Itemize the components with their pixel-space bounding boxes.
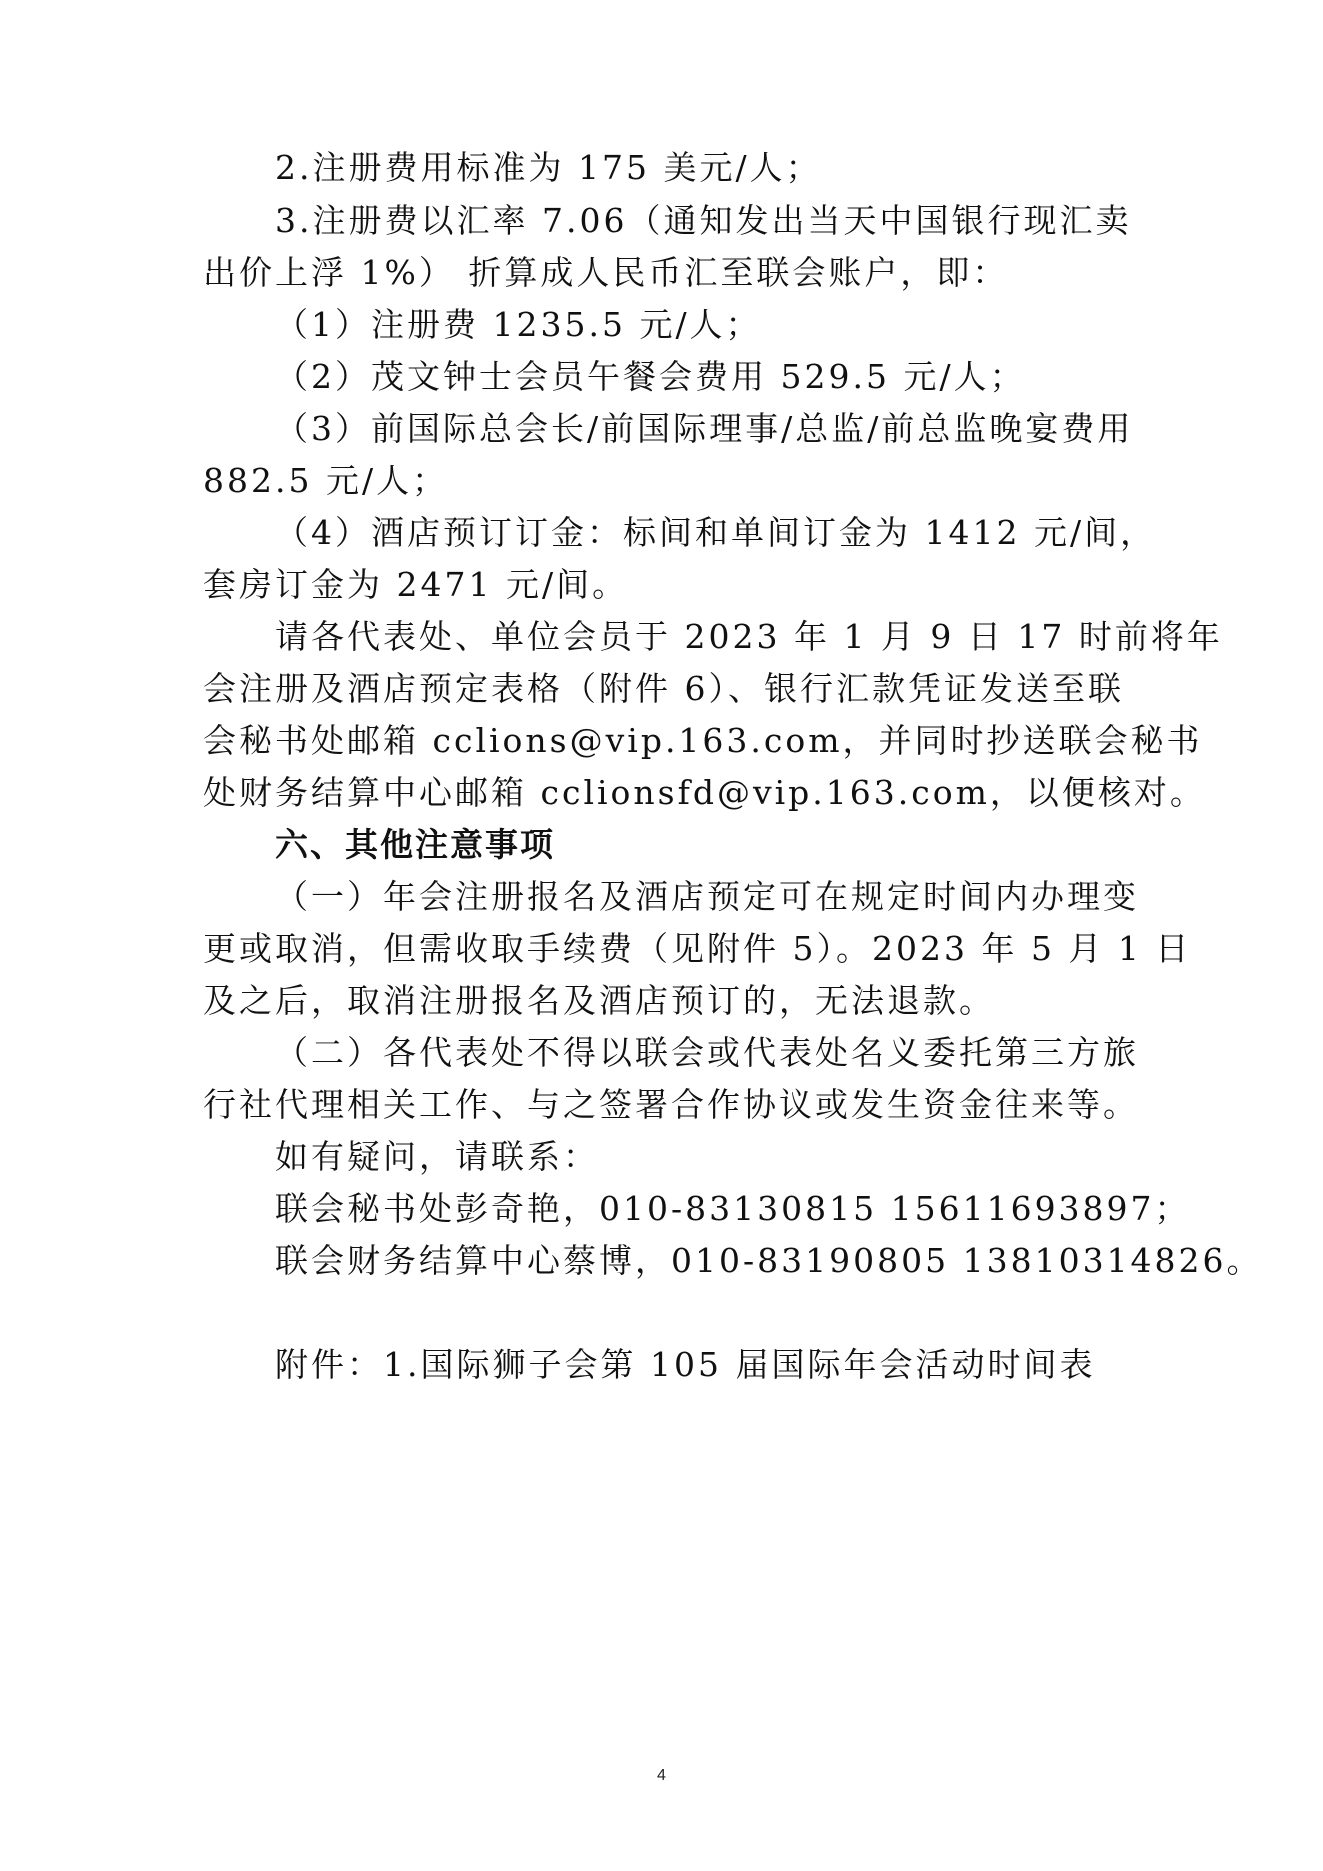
attachment-line: 附件：1.国际狮子会第 105 届国际年会活动时间表 xyxy=(275,1345,1096,1384)
luncheon-fee-line: （2）茂文钟士会员午餐会费用 529.5 元/人； xyxy=(275,357,1026,396)
contact-intro: 如有疑问，请联系： xyxy=(275,1137,599,1176)
note-two-line-2: 行社代理相关工作、与之签署合作协议或发生资金往来等。 xyxy=(203,1085,1139,1124)
page-number: 4 xyxy=(657,1767,666,1784)
submission-paragraph-line-3: 会秘书处邮箱 cclions@vip.163.com，并同时抄送联会秘书 xyxy=(203,721,1203,760)
note-one-line-2: 更或取消，但需收取手续费（见附件 5）。2023 年 5 月 1 日 xyxy=(203,929,1192,968)
note-one-line-3: 及之后，取消注册报名及酒店预订的，无法退款。 xyxy=(203,981,995,1020)
hotel-deposit-line: （4）酒店预订订金：标间和单间订金为 1412 元/间， xyxy=(275,513,1157,552)
note-two-line-1: （二）各代表处不得以联会或代表处名义委托第三方旅 xyxy=(275,1033,1139,1072)
note-one-line-1: （一）年会注册报名及酒店预定可在规定时间内办理变 xyxy=(275,877,1139,916)
submission-paragraph-line-4: 处财务结算中心邮箱 cclionsfd@vip.163.com，以便核对。 xyxy=(203,773,1206,812)
hotel-deposit-line-cont: 套房订金为 2471 元/间。 xyxy=(203,565,629,604)
exchange-rate-line-cont: 出价上浮 1%） 折算成人民币汇至联会账户，即： xyxy=(203,253,1009,292)
dinner-fee-line: （3）前国际总会长/前国际理事/总监/前总监晚宴费用 xyxy=(275,409,1134,448)
fee-standard-line: 2.注册费用标准为 175 美元/人； xyxy=(275,148,822,187)
exchange-rate-line: 3.注册费以汇率 7.06（通知发出当天中国银行现汇卖 xyxy=(275,201,1132,240)
registration-fee-line: （1）注册费 1235.5 元/人； xyxy=(275,305,762,344)
submission-paragraph-line-1: 请各代表处、单位会员于 2023 年 1 月 9 日 17 时前将年 xyxy=(275,617,1223,656)
contact-secretariat: 联会秘书处彭奇艳，010-83130815 15611693897； xyxy=(275,1189,1191,1228)
section-heading-other-notes: 六、其他注意事项 xyxy=(275,825,555,864)
submission-paragraph-line-2: 会注册及酒店预定表格（附件 6）、银行汇款凭证发送至联 xyxy=(203,669,1124,708)
contact-finance-center: 联会财务结算中心蔡博，010-83190805 13810314826。 xyxy=(275,1241,1263,1280)
dinner-fee-line-cont: 882.5 元/人； xyxy=(203,461,449,500)
